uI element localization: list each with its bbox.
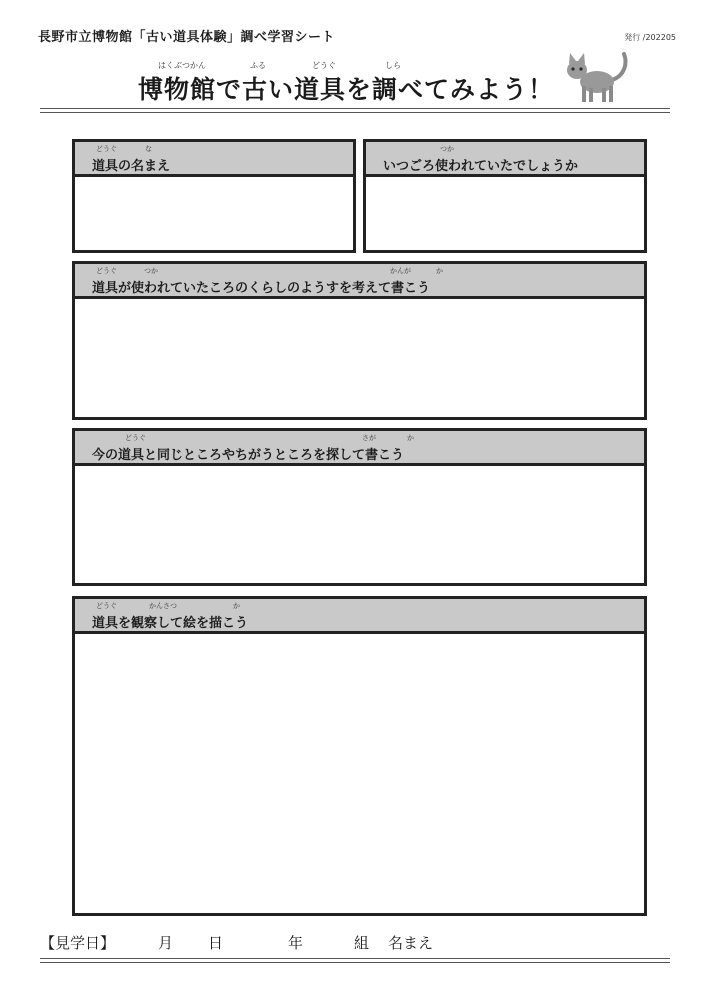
sheet-title: 長野市立博物館「古い道具体験」調べ学習シート xyxy=(38,30,336,45)
compare-box[interactable] xyxy=(72,428,647,586)
visit-day-label: 【見学日】 xyxy=(40,934,116,952)
ruby-kanga: かんが xyxy=(390,267,411,275)
page-title: 博物館で古い道具を調べてみよう！ xyxy=(138,75,555,104)
ruby-tsuka: つか xyxy=(440,145,454,153)
day-label: 日 xyxy=(208,934,224,952)
year-label: 年 xyxy=(288,934,304,952)
issue-date: 発行 /202205 xyxy=(624,33,676,42)
life-label: 道具が使われていたころのくらしのようすを考えて書こう xyxy=(92,281,431,296)
ruby-ka: か xyxy=(407,434,414,442)
when-used-box[interactable] xyxy=(363,139,647,253)
ruby-saga: さが xyxy=(362,434,376,442)
tool-name-label: 道具の名まえ xyxy=(92,159,171,174)
life-box[interactable] xyxy=(72,261,647,420)
ruby-dougu: どうぐ xyxy=(96,145,117,153)
title-ruby-furu: ふる xyxy=(250,61,266,70)
compare-label: 今の道具と同じところやちがうところを探して書こう xyxy=(92,448,405,463)
when-used-header xyxy=(366,142,644,177)
ruby-kansatsu: かんさつ xyxy=(149,602,177,610)
when-used-label: いつごろ使われていたでしょうか xyxy=(383,159,579,174)
cat-illustration xyxy=(562,50,632,105)
footer-divider xyxy=(40,958,670,963)
tool-name-box[interactable] xyxy=(72,139,356,253)
drawing-box[interactable] xyxy=(72,596,647,916)
title-ruby-shira: しら xyxy=(385,61,401,70)
title-ruby-hakubutsukan: はくぶつかん xyxy=(158,61,206,70)
ruby-dougu: どうぐ xyxy=(125,434,146,442)
name-label: 名まえ xyxy=(388,934,434,952)
month-label: 月 xyxy=(158,934,174,952)
class-label: 組 xyxy=(354,934,370,952)
drawing-header xyxy=(75,599,644,634)
tool-name-header xyxy=(75,142,353,177)
header-divider xyxy=(40,108,670,113)
title-ruby-dougu: どうぐ xyxy=(312,61,336,70)
ruby-dougu: どうぐ xyxy=(96,602,117,610)
life-header xyxy=(75,264,644,299)
compare-header xyxy=(75,431,644,466)
ruby-ka: か xyxy=(233,602,240,610)
ruby-ka: か xyxy=(436,267,443,275)
drawing-label: 道具を観察して絵を描こう xyxy=(92,616,249,631)
ruby-dougu: どうぐ xyxy=(96,267,117,275)
ruby-na: な xyxy=(145,145,152,153)
ruby-tsuka: つか xyxy=(144,267,158,275)
